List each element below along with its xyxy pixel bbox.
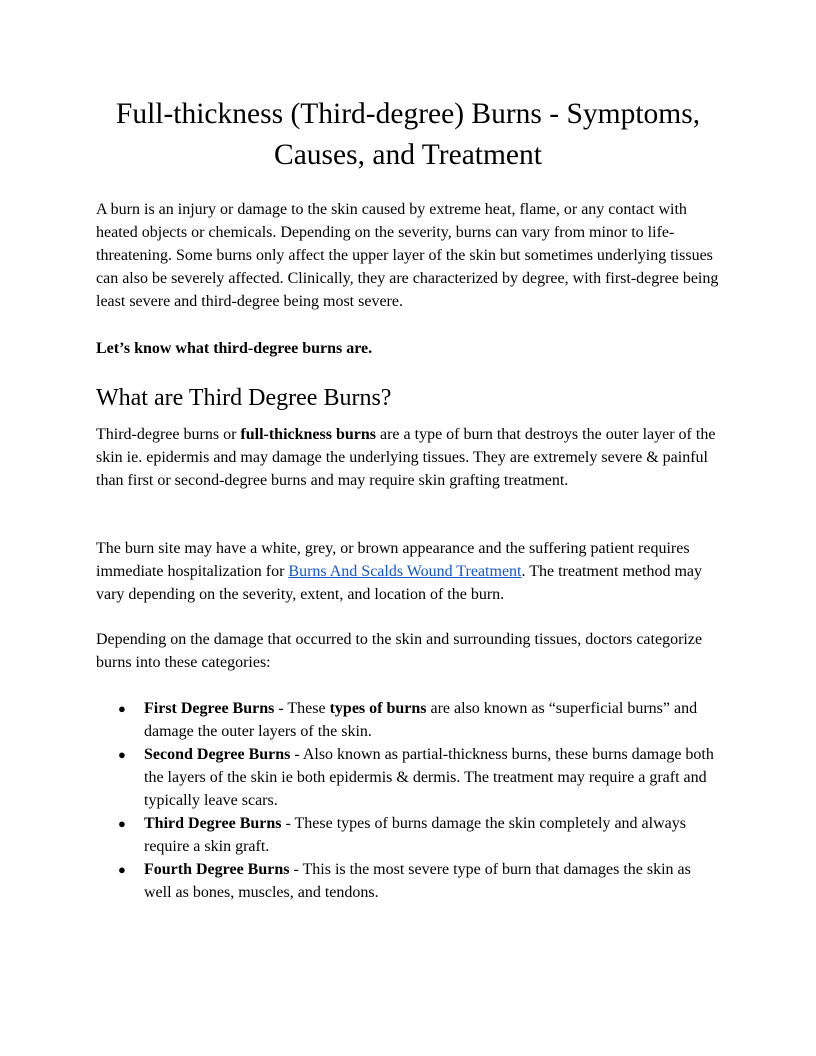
paragraph-definition: Third-degree burns or full-thickness burns are a type of burn that destroys the outer layer of the skin ie. epidermis and may damage the underlying tissues. They are extremely severe & painful than first or second-degree burns and may require skin grafting treatment. — [96, 426, 716, 489]
document-title: Full-thickness (Third-degree) Burns - Symptoms, Causes, and Treatment — [115, 98, 701, 171]
list-item: ● Fourth Degree Burns - This is the most severe type of burn that damages the skin as well as bones, muscles, and tendons. — [96, 858, 720, 904]
bullet-icon: ● — [118, 816, 126, 831]
burns-scalds-link[interactable]: Burns And Scalds Wound Treatment — [288, 563, 522, 580]
paragraph-hospitalization: The burn site may have a white, grey, or brown appearance and the suffering patient requires immediate hospitalization for Burns And Scalds Wound Treatment. The treatment method may vary depending on the severity, extent, and location of the burn. — [96, 540, 703, 603]
paragraph-categories-intro: Depending on the damage that occurred to the skin and surrounding tissues, doctors categorize burns into these categories: — [96, 631, 703, 671]
list-item: ● First Degree Burns - These types of burns are also known as “superficial burns” and damage the outer layers of the skin. — [96, 697, 720, 743]
bullet-icon: ● — [118, 701, 126, 716]
burn-degree-list — [96, 697, 720, 904]
section-heading: What are Third Degree Burns? — [96, 385, 392, 411]
bullet-icon: ● — [118, 747, 126, 762]
intro-paragraph: A burn is an injury or damage to the skin caused by extreme heat, flame, or any contact with heated objects or chemicals. Depending on the severity, burns can vary from minor to life-threatening. Some burns only affect the upper layer of the skin but sometimes underlying tissues can also be severely affected. Clinically, they are characterized by degree, with first-degree being least severe and third-degree being most severe. — [96, 201, 719, 310]
bullet-icon: ● — [118, 862, 126, 877]
list-item: ● Second Degree Burns - Also known as partial-thickness burns, these burns damage both the layers of the skin ie both epidermis & dermis. The treatment may require a graft and typically leave scars. — [96, 743, 720, 812]
lead-in-text — [96, 337, 720, 360]
lead-in-bold: Let’s know what third-degree burns are. — [96, 340, 373, 357]
bold-term: full-thickness burns — [240, 426, 376, 443]
list-item: ● Third Degree Burns - These types of burns damage the skin completely and always require a skin graft. — [96, 812, 720, 858]
